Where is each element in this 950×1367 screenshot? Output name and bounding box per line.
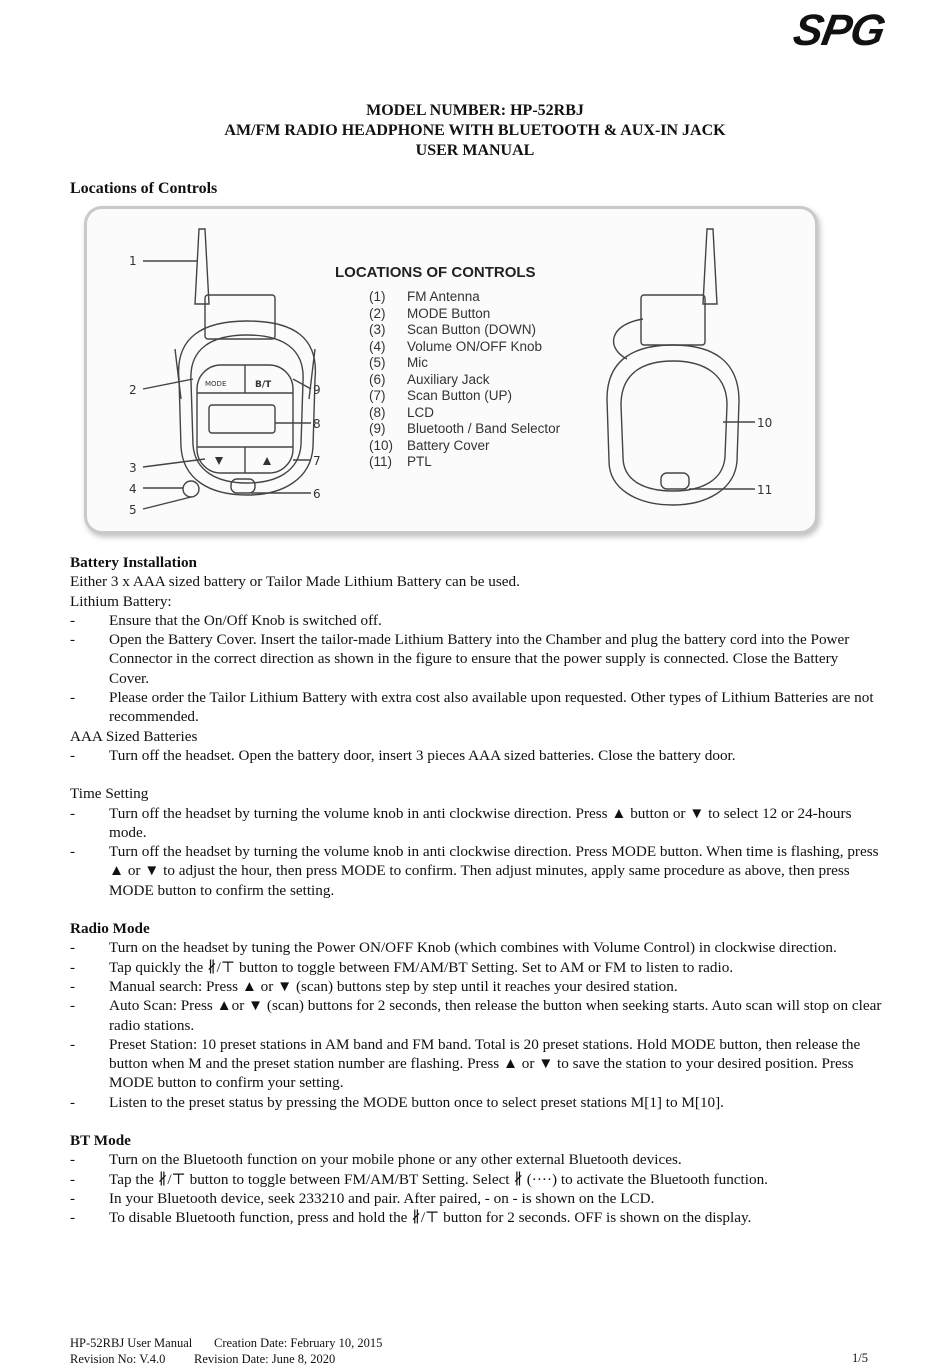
controls-item-number: (6) xyxy=(369,371,386,387)
controls-list-item xyxy=(369,438,560,455)
controls-item-number: (7) xyxy=(369,388,386,403)
bullet-text: Turn off the headset by turning the volume knob in anti clockwise direction. Press MODE button. When time is flashing, press ▲ or ▼ to adjust the hour, then press MODE to confirm. Then adjust minutes, apply same procedure as above, then press MODE button to confirm the setting. xyxy=(109,843,879,899)
footer-revision-date: Revision Date: June 8, 2020 xyxy=(194,1352,336,1366)
bullet-item xyxy=(70,1208,882,1227)
bullet-text: In your Bluetooth device, seek 233210 and pair. After paired, - on - is shown on the LCD. xyxy=(109,1189,655,1207)
bullet-dash: - xyxy=(70,689,76,707)
controls-item-label: LCD xyxy=(407,404,435,420)
footer-creation-date: Creation Date: February 10, 2015 xyxy=(214,1336,383,1350)
mic xyxy=(183,481,199,497)
earcup-right xyxy=(607,345,739,505)
controls-item-label: Volume ON/OFF Knob xyxy=(407,338,543,354)
bullet-dash: - xyxy=(70,1209,76,1227)
controls-item-label: FM Antenna xyxy=(407,289,480,304)
radio-heading: Radio Mode xyxy=(70,920,150,938)
bullet-item xyxy=(70,1189,882,1208)
bullet-dash: - xyxy=(70,843,76,861)
lcd-screen xyxy=(209,405,275,433)
controls-list-item xyxy=(369,388,560,405)
bullet-item xyxy=(70,611,882,630)
controls-list-item xyxy=(369,339,560,356)
bullet-text: Turn on the headset by tuning the Power ON/OFF Knob (which combines with Volume Control) in clockwise direction. xyxy=(109,939,837,957)
earcup-left xyxy=(179,321,316,495)
callout-11: 11 xyxy=(757,483,773,497)
radio-list xyxy=(70,938,882,1112)
controls-list-item xyxy=(369,372,560,389)
figure-title: LOCATIONS OF CONTROLS xyxy=(335,264,536,281)
controls-item-number: (10) xyxy=(369,437,394,453)
bullet-dash: - xyxy=(70,1093,76,1111)
bullet-text: Tap the ∦/⊤ button to toggle between FM/AM/BT Setting. Select ∦ (····) to activate the Bluetooth function. xyxy=(109,1170,768,1188)
controls-item-number: (9) xyxy=(369,421,386,436)
bullet-text: Turn off the headset by turning the volume knob in anti clockwise direction. Press ▲ button or ▼ to select 12 or 24-hours mode. xyxy=(109,804,852,841)
bullet-item xyxy=(70,958,882,977)
title-user-manual: USER MANUAL xyxy=(415,142,535,159)
bullet-text: Please order the Tailor Lithium Battery with extra cost also available upon requested. Other types of Lithium Batteries are not recommended. xyxy=(109,689,874,726)
antenna-right xyxy=(703,229,717,304)
bullet-dash: - xyxy=(70,1151,76,1169)
controls-item-label: Mic xyxy=(407,355,428,370)
bullet-text: Turn off the headset. Open the battery door, insert 3 pieces AAA sized batteries. Close the battery door. xyxy=(109,746,736,764)
bullet-item xyxy=(70,746,882,765)
bullet-dash: - xyxy=(70,804,76,822)
bt-list xyxy=(70,1150,882,1227)
bullet-item xyxy=(70,688,882,727)
controls-item-label: Auxiliary Jack xyxy=(407,371,490,387)
bullet-dash: - xyxy=(70,1170,76,1188)
footer xyxy=(70,1335,382,1367)
bullet-dash: - xyxy=(70,977,76,995)
ptl-button xyxy=(661,473,689,489)
bullet-dash: - xyxy=(70,631,76,649)
bullet-dash: - xyxy=(70,939,76,957)
callout-10: 10 xyxy=(757,416,773,430)
title-product: AM/FM RADIO HEADPHONE WITH BLUETOOTH & AUX-IN JACK xyxy=(224,122,726,139)
controls-list-item xyxy=(369,355,560,372)
bullet-text: Auto Scan: Press ▲or ▼ (scan) buttons for 2 seconds, then release the button when seeking starts. Auto scan will stop on clear radio stations. xyxy=(109,997,882,1034)
time-heading: Time Setting xyxy=(70,785,149,803)
controls-item-number: (2) xyxy=(369,305,386,321)
bt-label: B/T xyxy=(255,380,272,390)
bullet-dash: - xyxy=(70,611,76,629)
controls-list xyxy=(369,289,560,471)
controls-item-number: (1) xyxy=(369,289,386,304)
page-number: 1/5 xyxy=(852,1351,868,1365)
bullet-text: Open the Battery Cover. Insert the tailor-made Lithium Battery into the Chamber and plug the battery cord into the Power Connector in the correct direction as shown in the figure to ensure that the power supply is connected. Close the Battery Cover. xyxy=(109,631,850,687)
bullet-item xyxy=(70,630,882,688)
bullet-item xyxy=(70,1170,882,1189)
document-title xyxy=(0,101,950,161)
mode-label: MODE xyxy=(205,380,227,388)
headband-left xyxy=(205,295,275,339)
antenna-left xyxy=(195,229,209,304)
controls-list-item xyxy=(369,421,560,438)
bullet-dash: - xyxy=(70,958,76,976)
controls-list-item xyxy=(369,306,560,323)
lithium-list xyxy=(70,611,882,727)
controls-item-label: Bluetooth / Band Selector xyxy=(407,421,561,436)
bullet-text: Preset Station: 10 preset stations in AM band and FM band. Total is 20 preset stations. Hold MODE button, then release the button when M and the preset station number are flashing. Press ▲ or ▼ to save the station to your desired position. Press MODE button to confirm your setting. xyxy=(109,1035,861,1092)
aaa-label: AAA Sized Batteries xyxy=(70,727,198,745)
controls-item-label: PTL xyxy=(407,454,432,469)
callout-1: 1 xyxy=(129,254,137,268)
bullet-dash: - xyxy=(70,1035,76,1053)
bullet-text: To disable Bluetooth function, press and hold the ∦/⊤ button for 2 seconds. OFF is shown on the display. xyxy=(109,1209,752,1227)
bt-heading: BT Mode xyxy=(70,1132,131,1150)
callout-4: 4 xyxy=(129,482,137,496)
bullet-item xyxy=(70,1093,882,1112)
bullet-item xyxy=(70,977,882,996)
headband-right xyxy=(641,295,705,345)
controls-item-number: (5) xyxy=(369,355,386,370)
title-model-number: MODEL NUMBER: HP-52RBJ xyxy=(366,102,584,119)
lithium-label: Lithium Battery: xyxy=(70,592,172,610)
bullet-item xyxy=(70,1035,882,1093)
callout-7: 7 xyxy=(313,454,321,468)
battery-heading: Battery Installation xyxy=(70,554,197,571)
locations-heading: Locations of Controls xyxy=(70,180,218,197)
battery-intro: Either 3 x AAA sized battery or Tailor Made Lithium Battery can be used. xyxy=(70,573,520,591)
spg-logo: SPG xyxy=(789,6,889,55)
bullet-dash: - xyxy=(70,1189,76,1207)
controls-list-item xyxy=(369,289,560,306)
aaa-list xyxy=(70,746,882,765)
controls-item-label: Scan Button (UP) xyxy=(407,388,513,403)
battery-cover xyxy=(621,361,727,491)
controls-list-item xyxy=(369,454,560,471)
controls-item-label: MODE Button xyxy=(407,305,491,321)
time-list xyxy=(70,804,882,900)
aux-jack xyxy=(231,479,255,493)
footer-manual: HP-52RBJ User Manual xyxy=(70,1336,193,1350)
bullet-item xyxy=(70,996,882,1035)
bullet-item xyxy=(70,842,882,900)
callout-5: 5 xyxy=(129,503,137,517)
bullet-text: Manual search: Press ▲ or ▼ (scan) buttons step by step until it reaches your desired station. xyxy=(109,977,678,995)
footer-revision-no: Revision No: V.4.0 xyxy=(70,1352,166,1366)
callout-6: 6 xyxy=(313,487,321,501)
controls-item-number: (11) xyxy=(369,454,393,469)
controls-item-label: Scan Button (DOWN) xyxy=(407,322,537,337)
bullet-item xyxy=(70,938,882,957)
bullet-dash: - xyxy=(70,746,76,764)
bullet-item xyxy=(70,1150,882,1169)
scan-up-icon xyxy=(263,457,271,465)
bullet-text: Listen to the preset status by pressing the MODE button once to select preset stations M[1] to M[10]. xyxy=(109,1093,724,1111)
bullet-text: Turn on the Bluetooth function on your mobile phone or any other external Bluetooth devices. xyxy=(109,1151,682,1169)
bullet-item xyxy=(70,804,882,843)
controls-item-label: Battery Cover xyxy=(407,437,490,453)
locations-figure xyxy=(84,206,818,534)
manual-body xyxy=(70,553,882,1228)
controls-item-number: (3) xyxy=(369,322,386,337)
callout-3: 3 xyxy=(129,461,137,475)
bullet-text: Ensure that the On/Off Knob is switched off. xyxy=(109,611,382,629)
controls-list-item xyxy=(369,322,560,339)
controls-item-number: (8) xyxy=(369,404,386,420)
callout-9: 9 xyxy=(313,383,321,397)
controls-item-number: (4) xyxy=(369,338,386,354)
controls-list-item xyxy=(369,405,560,422)
callout-8: 8 xyxy=(313,417,321,431)
bullet-dash: - xyxy=(70,997,76,1015)
scan-down-icon xyxy=(215,457,223,465)
bullet-text: Tap quickly the ∦/⊤ button to toggle between FM/AM/BT Setting. Set to AM or FM to listen to radio. xyxy=(109,958,734,976)
callout-2: 2 xyxy=(129,383,137,397)
